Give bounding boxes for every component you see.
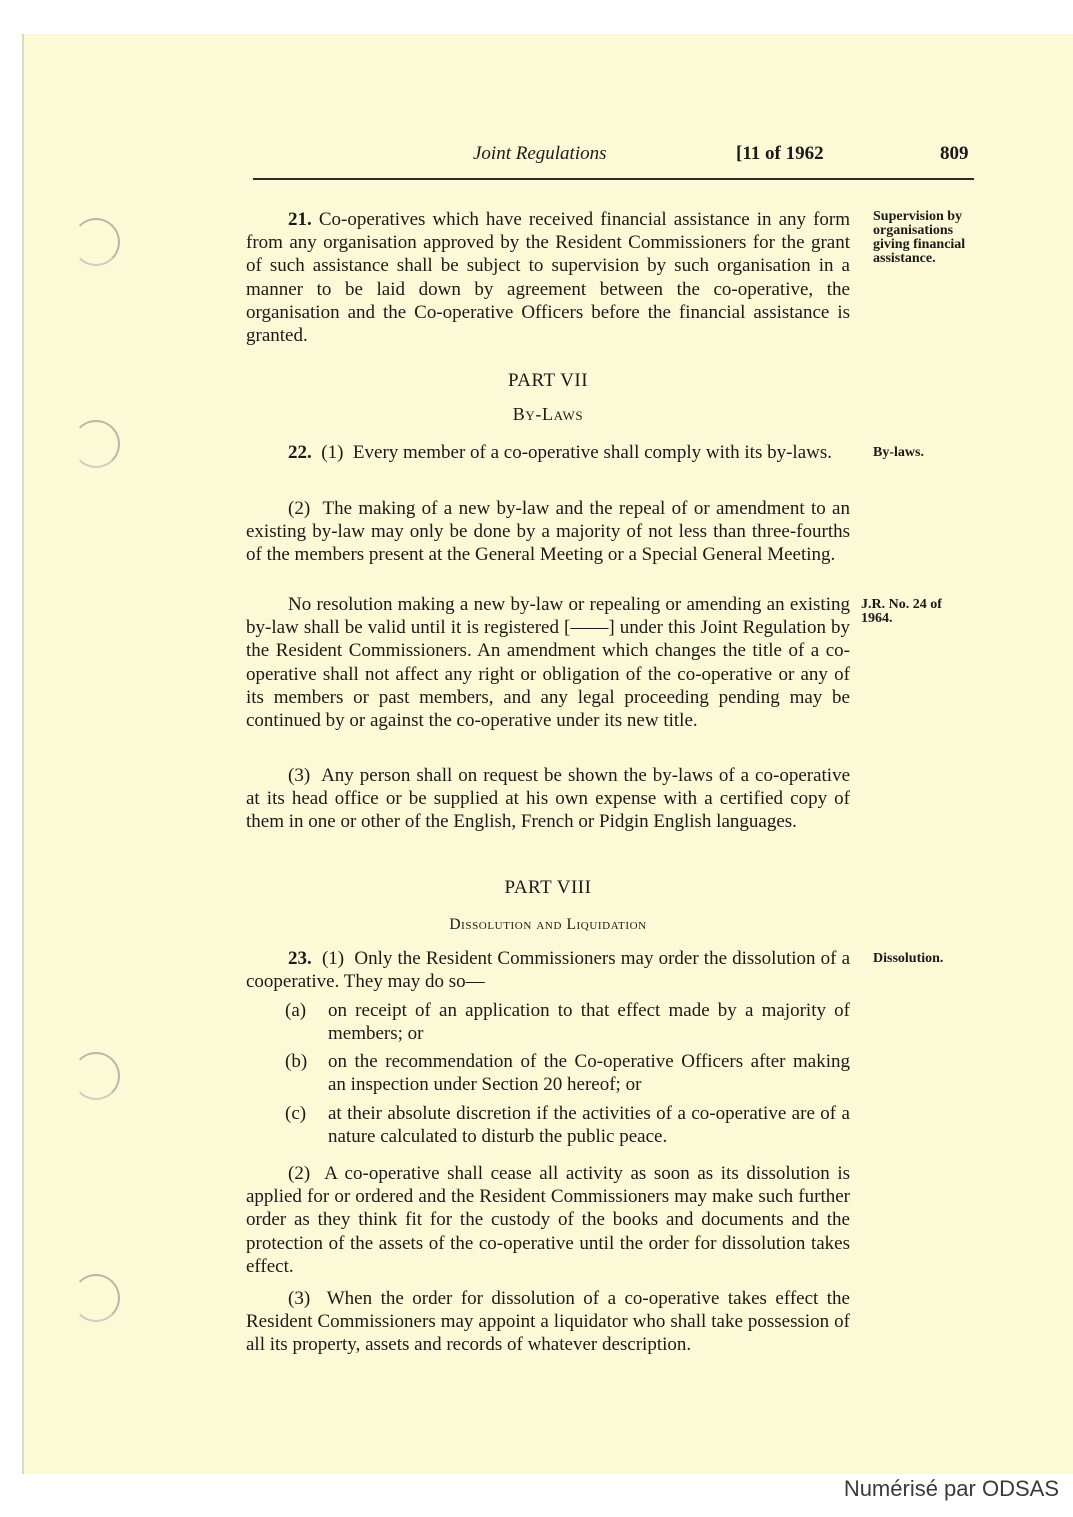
page-number: 809 [940,143,969,164]
section-number: 22. [288,442,312,463]
list-item-label: (b) [285,1051,308,1072]
subsection-label: (3) [288,765,311,786]
margin-note-dissolution: Dissolution. [873,951,944,966]
list-item-label: (c) [285,1103,307,1124]
section-number: 21. [288,209,312,230]
part-subheading: By-Laws [512,404,584,424]
subsection-label: (2) [288,498,311,519]
list-item [285,1102,850,1148]
section-22-resolution-paragraph: No resolution making a new by-law or repealing or amending an existing by-law shall be valid until it is registered [——] under this Joint Regulation by the Resident Commissioners. An amendment which changes the title of a co-operative shall not affect any right or obligation of the co-operative or any of its members or past members, and any legal proceeding pending may be continued by or against the co-operative under its new title. [246,594,850,732]
running-header-title: Joint Regulations [473,143,607,164]
list-item [285,1050,850,1096]
subsection-label: (2) [288,1163,311,1184]
subsection-text: Every member of a co-operative shall comply with its by-laws. [352,442,832,463]
section-23-subsection-1 [246,947,850,993]
section-22-subsection-3 [246,764,850,834]
section-22-subsection-1 [246,441,850,464]
list-item-text: at their absolute discretion if the activities of a co-operative are of a nature calculated to disturb the public peace. [328,1103,850,1148]
binder-hole [72,1052,120,1100]
part-heading: PART VII [507,370,589,391]
part-heading: PART VIII [504,877,592,898]
header-rule [253,178,974,180]
subsection-text: When the order for dissolution of a co-operative takes effect the Resident Commissioners may appoint a liquidator who shall take possession of all its property, assets and records of whatever description. [246,1288,850,1356]
running-header-act: [11 of 1962 [736,143,824,164]
section-23-subsection-2 [246,1162,850,1278]
binder-hole [72,420,120,468]
section-21 [246,208,850,347]
subsection-label: (1) [321,442,344,463]
subsection-text: The making of a new by-law and the repeal of or amendment to an existing by-law may only be done by a majority of not less than three-fourths of the members present at the General Meeting or a Special General Meeting. [246,498,850,566]
section-22-subsection-2 [246,497,850,567]
subsection-label: (3) [288,1288,311,1309]
list-item [285,999,850,1045]
subsection-text: Any person shall on request be shown the by-laws of a co-operative at its head office or be supplied at his own expense with a certified copy of them in one or other of the English, French or Pidgin English languages. [246,765,851,833]
subsection-text: Only the Resident Commissioners may order the dissolution of a cooperative. They may do so— [246,948,851,993]
list-item-text: on the recommendation of the Co-operative Officers after making an inspection under Section 20 hereof; or [328,1051,850,1096]
margin-note-by-laws: By-laws. [873,445,924,460]
digitization-credit: Numérisé par ODSAS [843,1476,1059,1501]
binder-hole [72,1274,120,1322]
margin-note-supervision: Supervision by organisations giving financial assistance. [873,209,966,266]
margin-note-jr-amendment: J.R. No. 24 of 1964. [861,597,942,626]
section-23-subsection-3 [246,1287,850,1357]
section-number: 23. [288,948,312,969]
binder-hole [72,218,120,266]
list-item-text: on receipt of an application to that effect made by a majority of members; or [328,1000,850,1045]
list-item-label: (a) [285,1000,307,1021]
section-text: Co-operatives which have received financial assistance in any form from any organisation approved by the Resident Commissioners for the grant of such assistance shall be subject to supervision by such organisation in a manner to be laid down by agreement between the co-operative, the organisation and the Co-operative Officers before the financial assistance is granted. [246,209,851,347]
part-subheading: Dissolution and Liquidation [449,916,647,933]
subsection-text: A co-operative shall cease all activity as soon as its dissolution is applied for or ordered and the Resident Commissioners may make such further order as they think fit for the custody of the books and documents and the protection of the assets of the co-operative until the order for dissolution takes effect. [246,1163,850,1277]
subsection-label: (1) [321,948,345,969]
